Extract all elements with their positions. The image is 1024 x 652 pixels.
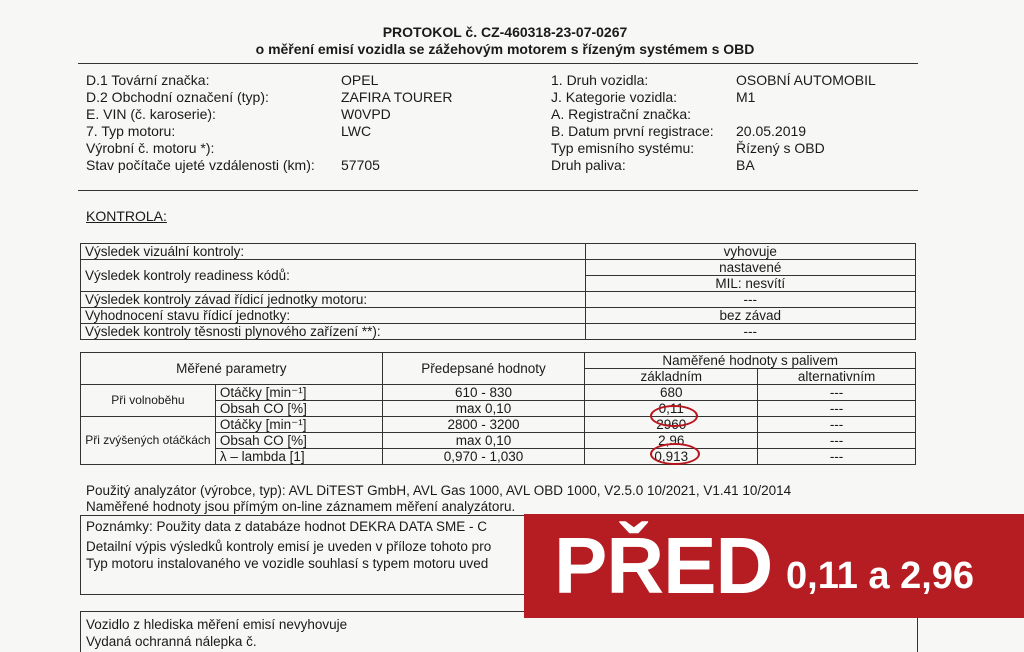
param-cell: Obsah CO [%]	[215, 401, 382, 417]
basic-cell: 2960	[585, 417, 758, 433]
check-label: Výsledek kontroly závad řídicí jednotky motoru:	[81, 292, 586, 308]
note-line: Poznámky: Použity data z databáze hodnot DEKRA DATA SME - C	[86, 519, 487, 534]
param-cell: Obsah CO [%]	[215, 433, 382, 449]
col-header-alt: alternativním	[758, 369, 916, 385]
alt-cell: ---	[758, 433, 916, 449]
note-line: Typ motoru instalovaného ve vozidle souhlasí s typem motoru uved	[86, 556, 489, 571]
info-value: LWC	[341, 123, 372, 139]
alt-cell: ---	[758, 401, 916, 417]
info-value: ZAFIRA TOURER	[341, 89, 453, 105]
info-value: W0VPD	[341, 106, 391, 122]
col-header-basic: základním	[585, 369, 758, 385]
required-cell: 610 - 830	[382, 385, 585, 401]
protocol-title: PROTOKOL č. CZ-460318-23-07-0267	[382, 24, 628, 40]
measurement-table	[80, 352, 916, 465]
info-label: E. VIN (č. karoserie):	[86, 106, 216, 122]
analyzer-note: Naměřené hodnoty jsou přímým on-line záznamem měření analyzátoru.	[86, 499, 516, 514]
required-cell: max 0,10	[382, 401, 585, 417]
info-value: 20.05.2019	[736, 123, 807, 139]
check-value: vyhovuje	[585, 244, 915, 260]
table-row	[81, 260, 916, 276]
highlight-circle	[650, 405, 698, 427]
info-value: M1	[736, 89, 756, 105]
param-cell: Otáčky [min⁻¹]	[215, 417, 382, 433]
info-label: B. Datum první registrace:	[551, 123, 714, 139]
basic-cell: 680	[585, 385, 758, 401]
basic-cell: 0,913	[585, 449, 758, 465]
info-label: Stav počítače ujeté vzdálenosti (km):	[86, 157, 315, 173]
analyzer-info: Použitý analyzátor (výrobce, typ): AVL DiTEST GmbH, AVL Gas 1000, AVL OBD 1000, V2.5.0 10/2021, V1.41 10/2014	[86, 483, 792, 498]
col-header-param: Měřené parametry	[81, 353, 383, 385]
kontrola-table	[80, 243, 916, 340]
table-header-row	[81, 353, 916, 369]
check-label: Vyhodnocení stavu řídicí jednotky:	[81, 308, 586, 324]
badge-values: 0,11 a 2,96	[786, 555, 975, 597]
before-badge	[524, 514, 1024, 618]
info-value: OSOBNÍ AUTOMOBIL	[736, 72, 876, 88]
group-label-high: Při zvýšených otáčkách	[81, 417, 216, 465]
info-value: BA	[736, 157, 755, 173]
info-label: 7. Typ motoru:	[86, 123, 176, 139]
info-value: OPEL	[341, 72, 379, 88]
required-cell: max 0,10	[382, 433, 585, 449]
badge-title: PŘED	[554, 521, 773, 610]
info-label: Typ emisního systému:	[551, 140, 695, 156]
col-header-measured: Naměřené hodnoty s palivem	[585, 353, 916, 369]
table-row	[81, 292, 916, 308]
required-cell: 2800 - 3200	[382, 417, 585, 433]
check-value: ---	[585, 292, 915, 308]
result-line: Vozidlo z hlediska měření emisí nevyhovuje	[86, 617, 348, 632]
table-row	[81, 385, 916, 401]
result-line: Vydaná ochranná nálepka č.	[86, 634, 257, 649]
table-row	[81, 417, 916, 433]
divider	[78, 63, 918, 64]
col-header-required: Předepsané hodnoty	[382, 353, 585, 385]
info-value: Řízený s OBD	[736, 140, 825, 156]
info-label: Druh paliva:	[551, 157, 626, 173]
info-label: D.2 Obchodní označení (typ):	[86, 89, 269, 105]
check-label: Výsledek kontroly těsnosti plynového zařízení **):	[81, 324, 586, 340]
info-label: Výrobní č. motoru *):	[86, 140, 215, 156]
param-cell: λ – lambda [1]	[215, 449, 382, 465]
check-value: MIL: nesvítí	[585, 276, 915, 292]
info-label: A. Registrační značka:	[551, 106, 692, 122]
param-cell: Otáčky [min⁻¹]	[215, 385, 382, 401]
info-value: 57705	[341, 157, 380, 173]
info-label: D.1 Tovární značka:	[86, 72, 210, 88]
check-value: ---	[585, 324, 915, 340]
check-value: nastavené	[585, 260, 915, 276]
group-label-idle: Při volnoběhu	[81, 385, 216, 417]
highlight-circle	[650, 443, 700, 465]
required-cell: 0,970 - 1,030	[382, 449, 585, 465]
table-row	[81, 324, 916, 340]
basic-cell: 0,11	[585, 401, 758, 417]
info-label: 1. Druh vozidla:	[551, 72, 649, 88]
table-row	[81, 308, 916, 324]
alt-cell: ---	[758, 385, 916, 401]
kontrola-heading: KONTROLA:	[86, 208, 167, 224]
check-label: Výsledek kontroly readiness kódů:	[81, 260, 586, 292]
table-row	[81, 244, 916, 260]
check-value: bez závad	[585, 308, 915, 324]
check-label: Výsledek vizuální kontroly:	[81, 244, 586, 260]
protocol-subtitle: o měření emisí vozidla se zážehovým motorem s řízeným systémem s OBD	[255, 41, 755, 57]
alt-cell: ---	[758, 417, 916, 433]
alt-cell: ---	[758, 449, 916, 465]
basic-cell: 2,96	[585, 433, 758, 449]
divider	[78, 190, 918, 191]
info-label: J. Kategorie vozidla:	[551, 89, 678, 105]
note-line: Detailní výpis výsledků kontroly emisí je uveden v příloze tohoto pro	[86, 539, 492, 554]
